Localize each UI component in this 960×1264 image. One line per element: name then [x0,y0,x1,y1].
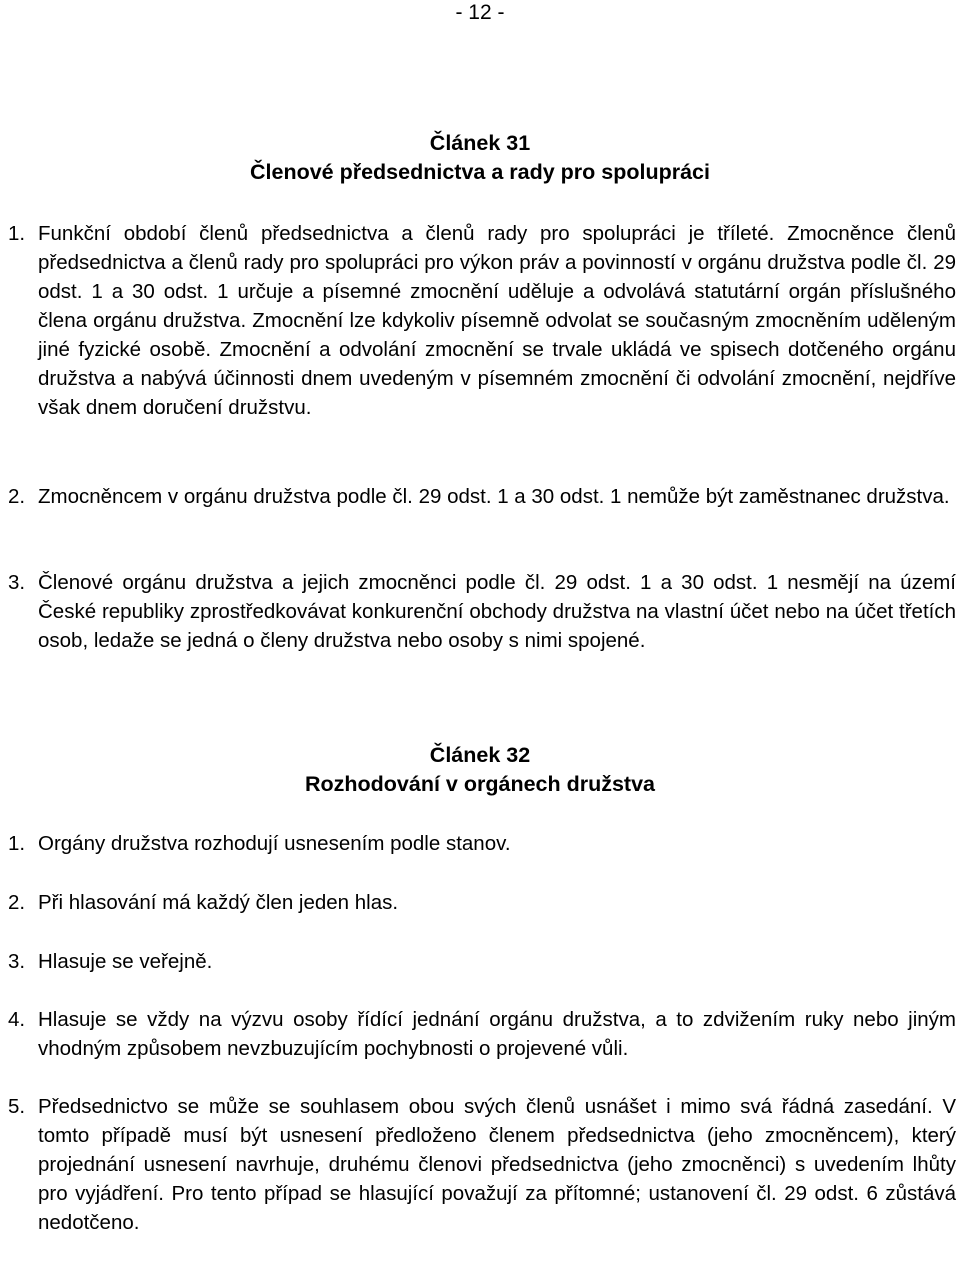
item-number: 4. [8,1008,26,1031]
item-number: 1. [8,222,26,245]
item-text: Zmocněncem v orgánu družstva podle čl. 29 odst. 1 a 30 odst. 1 nemůže být zaměstnanec družstva. [38,485,950,508]
article-32-item-5 [8,1092,956,1237]
item-number: 1. [8,832,26,855]
item-number: 3. [8,950,26,973]
article-31-item-2 [8,482,956,511]
article-32-heading [0,741,960,799]
page-number: - 12 - [455,1,505,24]
article-32-item-3 [8,947,956,976]
article-31-heading [0,129,960,187]
item-text: Členové orgánu družstva a jejich zmocněnci podle čl. 29 odst. 1 a 30 odst. 1 nesmějí na území České republiky zprostředkovávat konkurenční obchody družstva na vlastní účet nebo na účet třetích osob, ledaže se jedná o členy družstva nebo osoby s nimi spojené. [38,571,956,652]
item-number: 2. [8,891,26,914]
item-text: Orgány družstva rozhodují usnesením podle stanov. [38,832,511,855]
article-31-item-3 [8,568,956,655]
item-text: Funkční období členů předsednictva a členů rady pro spolupráci je tříleté. Zmocněnce členů předsednictva a členů rady pro spolupráci pro výkon práv a povinností v orgánu družstva podle čl. 29 odst. 1 a 30 odst. 1 určuje a písemné zmocnění uděluje a odvolává statutární orgán příslušného člena orgánu družstva. Zmocnění lze kdykoliv písemně odvolat se současným zmocněním uděleným jiné fyzické osobě. Zmocnění a odvolání zmocnění se trvale ukládá ve spisech dotčeného orgánu družstva a nabývá účinnosti dnem uvedeným v písemném zmocnění či odvolání zmocnění, nejdříve však dnem doručení družstvu. [38,222,956,419]
article-32-item-4 [8,1005,956,1063]
item-text: Předsednictvo se může se souhlasem obou svých členů usnášet i mimo svá řádná zasedání. V tomto případě musí být usnesení předloženo členem předsednictva (jeho zmocněncem), který projednání usnesení navrhuje, druhému členovi předsednictva (jeho zmocněnci) s uvedením lhůty pro vyjádření. Pro tento případ se hlasující považují za přítomné; ustanovení čl. 29 odst. 6 zůstává nedotčeno. [38,1095,956,1234]
item-number: 5. [8,1095,26,1118]
item-text: Hlasuje se vždy na výzvu osoby řídící jednání orgánu družstva, a to zdvižením ruky nebo jiným vhodným způsobem nevzbuzujícím pochybnosti o projevené vůli. [38,1008,956,1060]
article-32-item-2 [8,888,956,917]
article-31-item-1 [8,219,956,422]
item-text: Hlasuje se veřejně. [38,950,213,973]
item-number: 2. [8,485,26,508]
article-31-number: Článek 31 [429,131,531,155]
article-31-title: Členové předsednictva a rady pro spolupráci [249,160,710,184]
article-32-number: Článek 32 [429,743,531,767]
item-number: 3. [8,571,26,594]
article-32-item-1 [8,829,956,858]
item-text: Při hlasování má každý člen jeden hlas. [38,891,399,914]
article-32-title: Rozhodování v orgánech družstva [304,772,656,796]
